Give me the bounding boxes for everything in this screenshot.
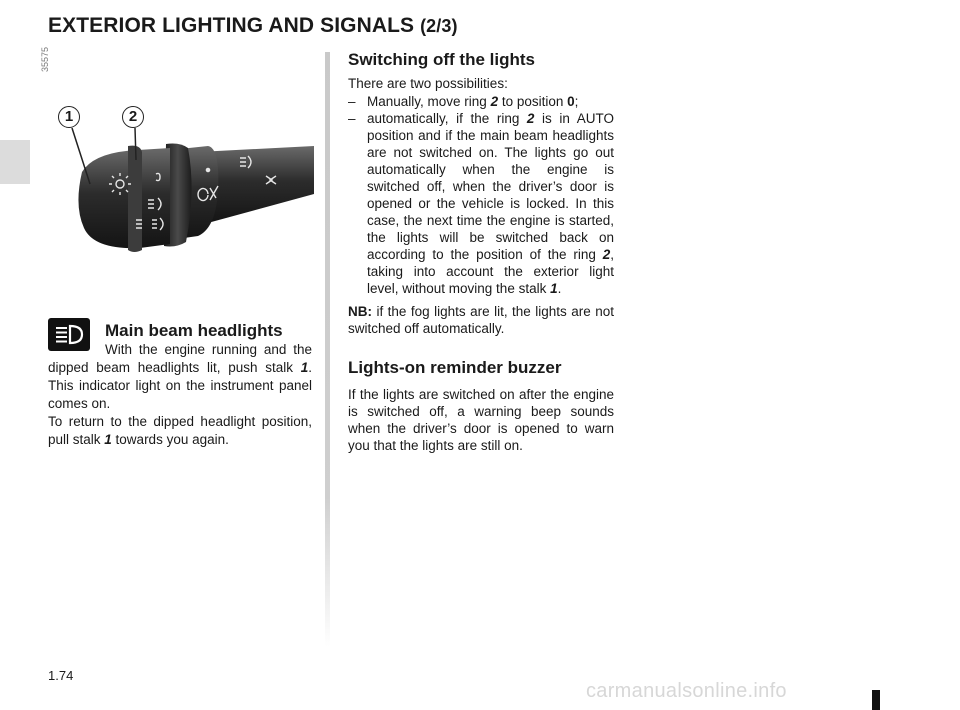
page-corner-mark [872,690,880,710]
main-beam-paragraph-1 [48,341,312,413]
nb-label: NB: [348,304,372,319]
list-item [348,93,614,110]
switching-off-list [348,93,614,297]
list-text: ; [574,94,579,109]
main-beam-paragraph-2 [48,413,312,449]
list-text: , taking into account the exterior light level, without moving the stalk [367,247,614,296]
nb-text: if the fog lights are lit, the lights are not switched off automatically. [348,304,614,336]
nb-note [348,303,614,337]
page-part: (2/3) [420,16,458,36]
main-beam-text: To return to the dipped headlight position, pull stalk [48,414,312,447]
switching-off-heading: Switching off the lights [348,50,535,69]
column-divider [325,52,330,647]
list-text: is in AUTO position and if the main beam headlights are not switched on. The lights go out automatically when the engine is switched off, when the driver’s door is opened or the vehicle is locked. In this case, the next time the engine is started, the lights will be switched back on according to the position of the ring [367,111,614,262]
photo-id: 35575 [40,46,50,72]
stalk-ref: 1 [104,432,112,447]
chapter-tab [0,140,30,184]
main-beam-headlight-icon [48,318,90,351]
stalk-ref: 1 [300,360,309,375]
list-dash: – [348,94,356,109]
callout-1: 1 [58,106,80,128]
page-title [48,14,458,38]
list-text: to position [498,94,568,109]
main-beam-heading: Main beam headlights [105,321,283,340]
ring-ref: 2 [526,111,535,126]
stalk-ref: 1 [550,281,558,296]
switching-off-intro: There are two possibilities: [348,76,508,91]
buzzer-text: If the lights are switched on after the engine is switched off, a warning beep sounds when the driver’s door is opened to warn you that the lights are still on. [348,387,614,453]
callout-2: 2 [122,106,144,128]
main-beam-text: With the engine running and the dipped beam headlights lit, push stalk [48,342,312,375]
position-ref: 0 [567,94,575,109]
main-beam-text: towards you again. [111,432,229,447]
page-title-text: EXTERIOR LIGHTING AND SIGNALS [48,14,415,37]
lighting-stalk-icon [48,100,314,270]
ring-ref: 2 [602,247,611,262]
main-beam-text: . This indicator light on the instrument panel comes on. [48,360,312,411]
watermark: carmanualsonline.info [586,680,787,702]
page-number: 1.74 [48,668,74,683]
list-dash: – [348,111,356,126]
list-text: Manually, move ring [367,94,491,109]
buzzer-heading: Lights-on reminder buzzer [348,358,562,377]
list-text: automatically, if the ring [367,111,527,126]
main-beam-section [48,318,312,449]
ring-ref: 2 [490,94,499,109]
list-item [348,110,614,297]
switching-off-section [348,51,614,454]
list-text: . [557,281,562,296]
